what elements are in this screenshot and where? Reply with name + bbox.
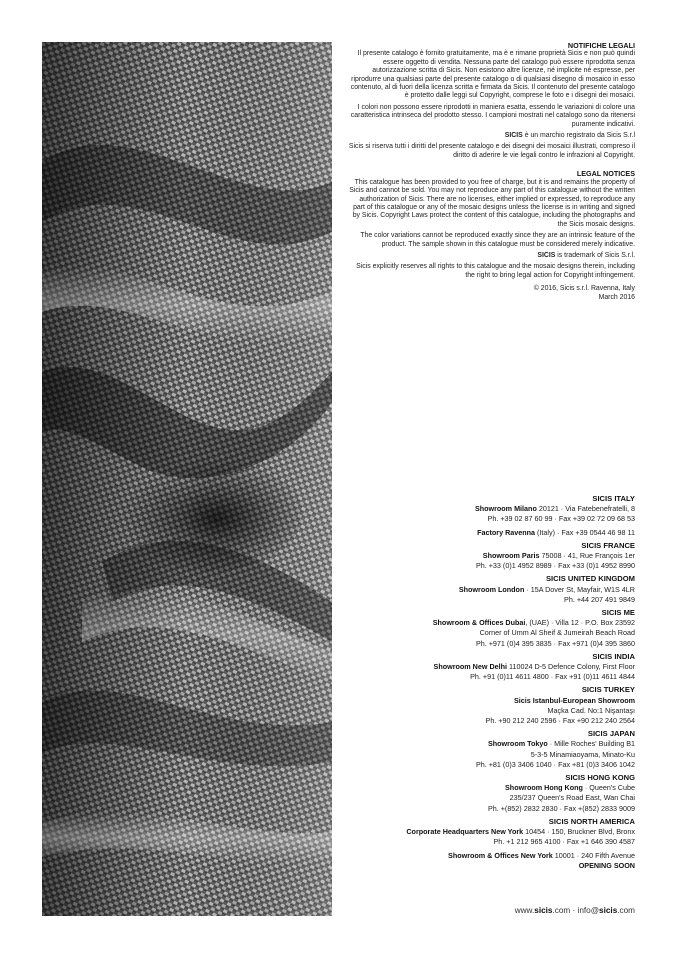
footer-contacts — [515, 906, 635, 915]
office-title: SICIS JAPAN — [587, 729, 635, 739]
office-title: SICIS HONG KONG — [565, 773, 635, 783]
office-line — [348, 662, 635, 672]
web-prefix: www. — [514, 906, 535, 915]
legal-it-p2: I colori non possono essere riprodotti in maniera esatta, essendo le variazioni di colore una caratteristica intrinseca del prodotto stesso. I campioni mostrati nel catalogo sono da ritenersi puramente indicativi. — [350, 103, 635, 128]
office-line — [348, 618, 635, 628]
office-hongkong — [348, 773, 635, 814]
office-india — [348, 652, 635, 683]
office-phone: Ph. +91 (0)11 4611 4800 · Fax +91 (0)11 4611 4844 — [470, 672, 635, 682]
office-title: SICIS FRANCE — [581, 540, 635, 550]
office-title: SICIS TURKEY — [581, 685, 635, 695]
office-turkey — [348, 685, 635, 726]
office-address: , (UAE) · Villa 12 · P.O. Box 23592 — [525, 618, 635, 628]
trademark-text: is trademark of Sicis S.r.l. — [555, 251, 635, 259]
office-line — [348, 504, 635, 514]
office-address: 10454 · 150, Bruckner Blvd, Bronx — [523, 827, 635, 837]
footer-separator: · — [570, 906, 578, 915]
office-phone: Ph. +81 (0)3 3406 1040 · Fax +81 (0)3 3406 1042 — [475, 759, 635, 769]
office-phone: Ph. +90 212 240 2596 · Fax +90 212 240 2564 — [485, 716, 635, 726]
office-title: SICIS INDIA — [592, 651, 635, 661]
office-line — [348, 739, 635, 749]
trademark-text: è un marchio registrato da Sicis S.r.l — [522, 132, 635, 140]
office-france — [348, 541, 635, 572]
website-link[interactable] — [515, 906, 571, 915]
office-address-line: Corner of Umm Al Sheif & Jumeirah Beach Road — [479, 628, 635, 638]
office-location: Showroom Milano — [474, 504, 537, 514]
office-address: · Queen's Cube — [582, 783, 635, 793]
office-location: Showroom New Delhi — [433, 662, 508, 672]
office-title: SICIS NORTH AMERICA — [548, 816, 635, 826]
office-address-line: Maçka Cad. No:1 Nişantaşı — [547, 705, 635, 715]
office-address: 10001 · 240 Fifth Avenue — [552, 850, 635, 860]
legal-it-p4: Sicis si riserva tutti i diritti del presente catalogo e dei disegni dei mosaici illustrati, compreso il diritto di aderire le vie legali contro le infrazioni al Copyright. — [348, 143, 635, 159]
legal-it-p1: Il presente catalogo è fornito gratuitamente, ma è e rimane proprietà Sicis e non può quindi essere oggetto di vendita. Nessuna parte del catalogo può essere riprodotta senza autorizzazione scritta di Sicis. Non esistono altre licenze, né implicite né espresse, per riprodurre una qualsiasi parte del presente catalogo o di qualsiasi disegno di mosaico in esso contenuto, al di fuori della licenza scritta e firmata da Sicis. Il contenuto del presente catalogo è protetto dalle leggi sul Copyright, comprese le foto e i disegni dei mosaici. — [350, 50, 635, 100]
office-title: SICIS UNITED KINGDOM — [545, 574, 635, 584]
office-line — [348, 585, 635, 595]
office-title: SICIS ME — [601, 608, 635, 618]
office-line — [348, 851, 635, 861]
office-phone: Ph. +1 212 965 4100 · Fax +1 646 390 4587 — [493, 837, 635, 847]
office-fax: (Italy) · Fax +39 0544 46 98 11 — [535, 527, 635, 537]
office-line — [348, 827, 635, 837]
office-phone: Ph. +(852) 2832 2830 · Fax +(852) 2833 9009 — [487, 803, 635, 813]
legal-en-p2: The color variations cannot be reproduced exactly since they are an intrinsic feature of the product. The sample shown in this catalogue must be considered merely indicative. — [360, 232, 635, 248]
office-address: · 15A Dover St, Mayfair, W1S 4LR — [524, 584, 635, 594]
office-location: Corporate Headquarters New York — [406, 827, 524, 837]
email-link[interactable] — [578, 906, 635, 915]
brand-name: SICIS — [504, 132, 523, 140]
office-address-line: 5-3-5 Minamiaoyama, Minato-Ku — [530, 749, 635, 759]
legal-en-heading: LEGAL NOTICES — [576, 169, 635, 179]
office-line — [348, 528, 635, 538]
office-phone: Ph. +39 02 87 60 99 · Fax +39 02 72 09 68 53 — [487, 514, 635, 524]
office-location: Showroom London — [458, 584, 525, 594]
office-northamerica — [348, 817, 635, 871]
office-uk — [348, 574, 635, 605]
office-address: 75008 · 41, Rue François 1er — [539, 551, 635, 561]
office-phone: Ph. +33 (0)1 4952 8989 · Fax +33 (0)1 4952 8990 — [475, 561, 635, 571]
office-location: Showroom & Offices New York — [448, 850, 553, 860]
opening-soon-label: OPENING SOON — [578, 860, 635, 870]
office-contacts — [348, 494, 635, 874]
mail-suffix: .com — [617, 906, 635, 915]
legal-it-trademark — [348, 132, 635, 140]
legal-it-heading: NOTIFICHE LEGALI — [567, 41, 635, 50]
office-title: SICIS ITALY — [592, 494, 635, 503]
legal-en-p4: Sicis explicitly reserves all rights to this catalogue and the mosaic designs therein, including the right to bring legal action for Copyright infringement. — [356, 263, 635, 279]
office-line — [348, 696, 635, 706]
copyright-block — [348, 285, 635, 302]
brand-name: SICIS — [537, 251, 556, 259]
web-suffix: .com — [552, 906, 571, 915]
office-address-line: 235/237 Queen's Road East, Wan Chai — [509, 793, 635, 803]
copyright-line: © 2016, Sicis s.r.l. Ravenna, Italy — [533, 285, 635, 293]
legal-en-trademark — [348, 252, 635, 260]
mail-prefix: info@ — [577, 906, 600, 915]
office-location: Showroom & Offices Dubai — [432, 618, 526, 628]
office-address: · Mille Roches' Building B1 — [547, 739, 635, 749]
office-line — [348, 551, 635, 561]
office-me — [348, 608, 635, 649]
office-phone: Ph. +44 207 491 9849 — [564, 594, 635, 604]
office-location: Showroom Hong Kong — [505, 783, 583, 793]
office-location: Factory Ravenna — [477, 527, 536, 537]
mail-domain: sicis — [599, 906, 618, 915]
date-line: March 2016 — [598, 293, 635, 301]
office-japan — [348, 729, 635, 770]
fabric-photo — [42, 42, 332, 916]
web-domain: sicis — [534, 906, 553, 915]
office-address: 20121 · Via Fatebenefratelli, 8 — [536, 504, 635, 514]
legal-notices — [348, 42, 635, 305]
office-location: Showroom Tokyo — [487, 739, 548, 749]
legal-en-p1: This catalogue has been provided to you free of charge, but it is and remains the property of Sicis and cannot be sold. You may not reproduce any part of this catalogue without the written authorization of Sicis. There are no licenses, either implied or expressed, to reproduce any part of this catalogue or any of the mosaic designs unless the license is in writing and signed by Sicis. Copyright Laws protect the content of this catalogue, including the photographs and the Sicis mosaic designs. — [349, 178, 635, 228]
office-italy — [348, 494, 635, 538]
office-location: Showroom Paris — [482, 551, 540, 561]
office-phone: Ph. +971 (0)4 395 3835 · Fax +971 (0)4 395 3860 — [475, 638, 635, 648]
office-line — [348, 783, 635, 793]
office-location: Sicis Istanbul-European Showroom — [513, 695, 635, 705]
office-address: 110024 D-5 Defence Colony, First Floor — [507, 662, 635, 672]
